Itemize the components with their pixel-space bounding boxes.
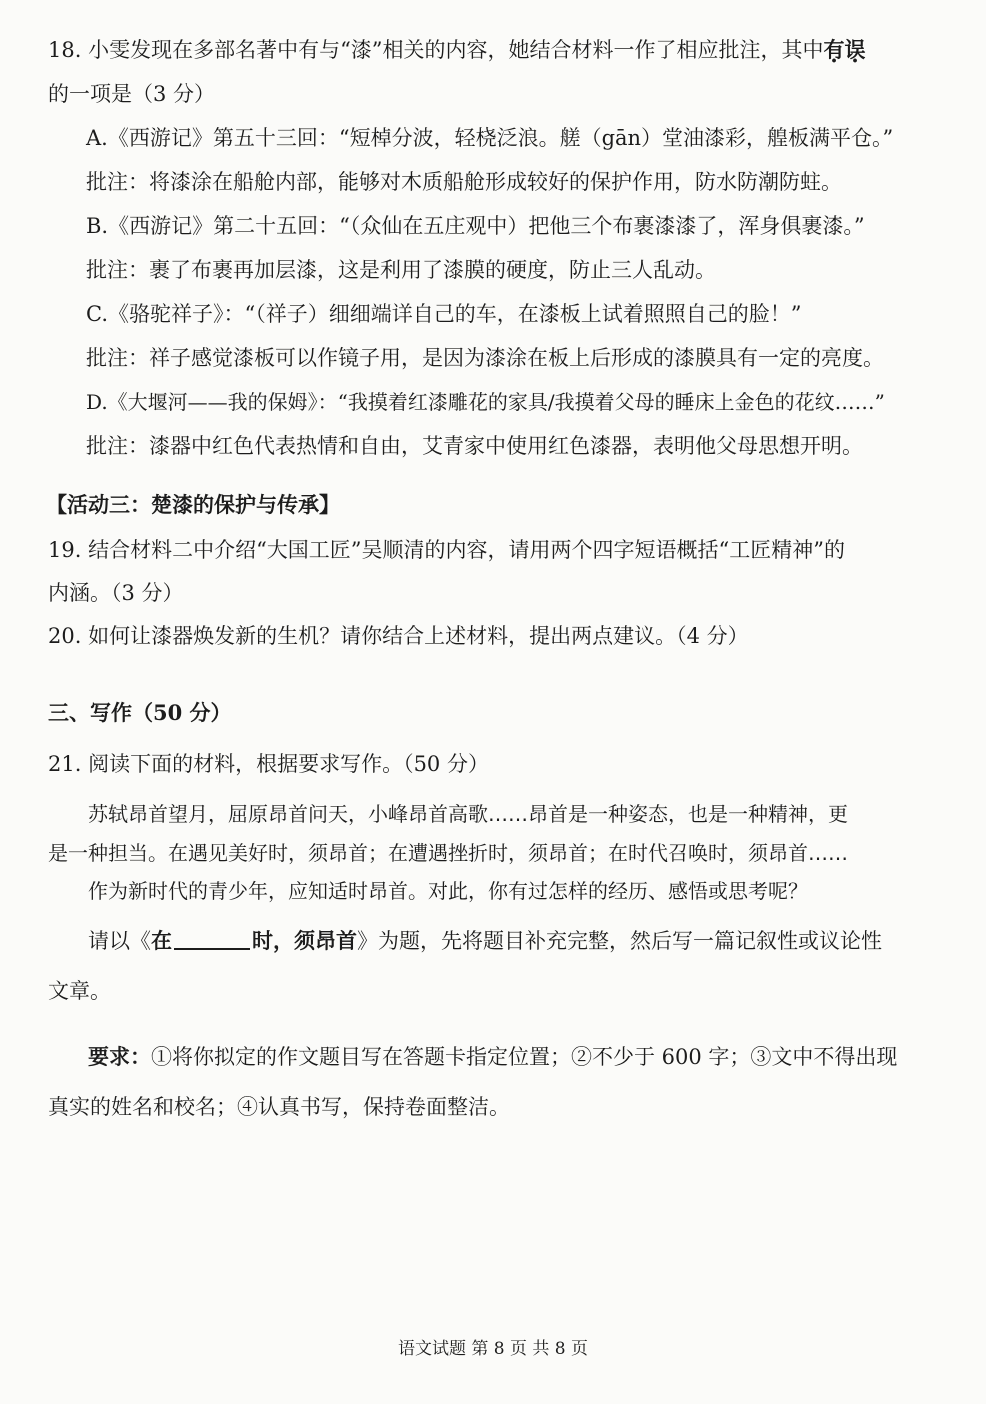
q18-option-d: D.《大堰河——我的保姆》：“我摸着红漆雕花的家具/我摸着父母的睡床上金色的花纹……” xyxy=(86,390,885,414)
title-task-line1: 请以《在 时，须昂首》为题，先将题目补充完整，然后写一篇记叙性或议论性 xyxy=(88,928,882,953)
page-footer: 语文试题 第 8 页 共 8 页 xyxy=(397,1339,589,1359)
activity3-heading: 【活动三：楚漆的保护与传承】 xyxy=(46,492,340,517)
q18-note-d: 批注：漆器中红色代表热情和自由，艾青家中使用红色漆器，表明他父母思想开明。 xyxy=(86,434,863,458)
emphasis-char: 误 xyxy=(844,37,866,62)
q21: 21. 阅读下面的材料，根据要求写作。（50 分） xyxy=(48,752,489,776)
q18-note-c: 批注：祥子感觉漆板可以作镜子用，是因为漆涂在板上后形成的漆膜具有一定的亮度。 xyxy=(86,346,884,370)
q18-option-c: C.《骆驼祥子》：“（祥子）细细端详自己的车，在漆板上试着照照自己的脸！” xyxy=(86,302,802,326)
q18-stem-line1: 18. 小雯发现在多部名著中有与“漆”相关的内容，她结合材料一作了相应批注，其中有误 xyxy=(48,37,866,62)
title-blank xyxy=(174,926,250,950)
material-line3: 作为新时代的青少年，应知适时昂首。对此，你有过怎样的经历、感悟或思考呢？ xyxy=(88,879,808,903)
q20: 20. 如何让漆器焕发新的生机？请你结合上述材料，提出两点建议。（4 分） xyxy=(48,624,749,648)
emphasis-char: 有 xyxy=(823,37,845,62)
q19-line1: 19. 结合材料二中介绍“大国工匠”吴顺清的内容，请用两个四字短语概括“工匠精神”的 xyxy=(48,538,846,562)
material-line1: 苏轼昂首望月，屈原昂首问天，小峰昂首高歌……昂首是一种姿态，也是一种精神，更 xyxy=(88,802,848,826)
q19-line2: 内涵。（3 分） xyxy=(48,581,184,605)
q18-note-b: 批注：裹了布裹再加层漆，这是利用了漆膜的硬度，防止三人乱动。 xyxy=(86,258,716,282)
q18-option-a: A.《西游记》第五十三回：“短棹分波，轻桡泛浪。艖（gān）堂油漆彩，艎板满平仓。” xyxy=(86,126,894,150)
material-line2: 是一种担当。在遇见美好时，须昂首；在遭遇挫折时，须昂首；在时代召唤时，须昂首…… xyxy=(48,841,848,865)
q18-note-a: 批注：将漆涂在船舱内部，能够对木质船舱形成较好的保护作用，防水防潮防蛀。 xyxy=(86,170,842,194)
requirements-line2: 真实的姓名和校名；④认真书写，保持卷面整洁。 xyxy=(48,1095,510,1119)
section3-heading: 三、写作（50 分） xyxy=(48,700,232,725)
title-task-line2: 文章。 xyxy=(48,979,111,1003)
q18-option-b: B.《西游记》第二十五回：“（众仙在五庄观中）把他三个布裹漆漆了，浑身俱裹漆。” xyxy=(86,214,865,238)
q18-stem-line2: 的一项是（3 分） xyxy=(48,82,216,106)
requirements-line1: 要求：①将你拟定的作文题目写在答题卡指定位置；②不少于 600 字；③文中不得出现 xyxy=(88,1044,898,1069)
